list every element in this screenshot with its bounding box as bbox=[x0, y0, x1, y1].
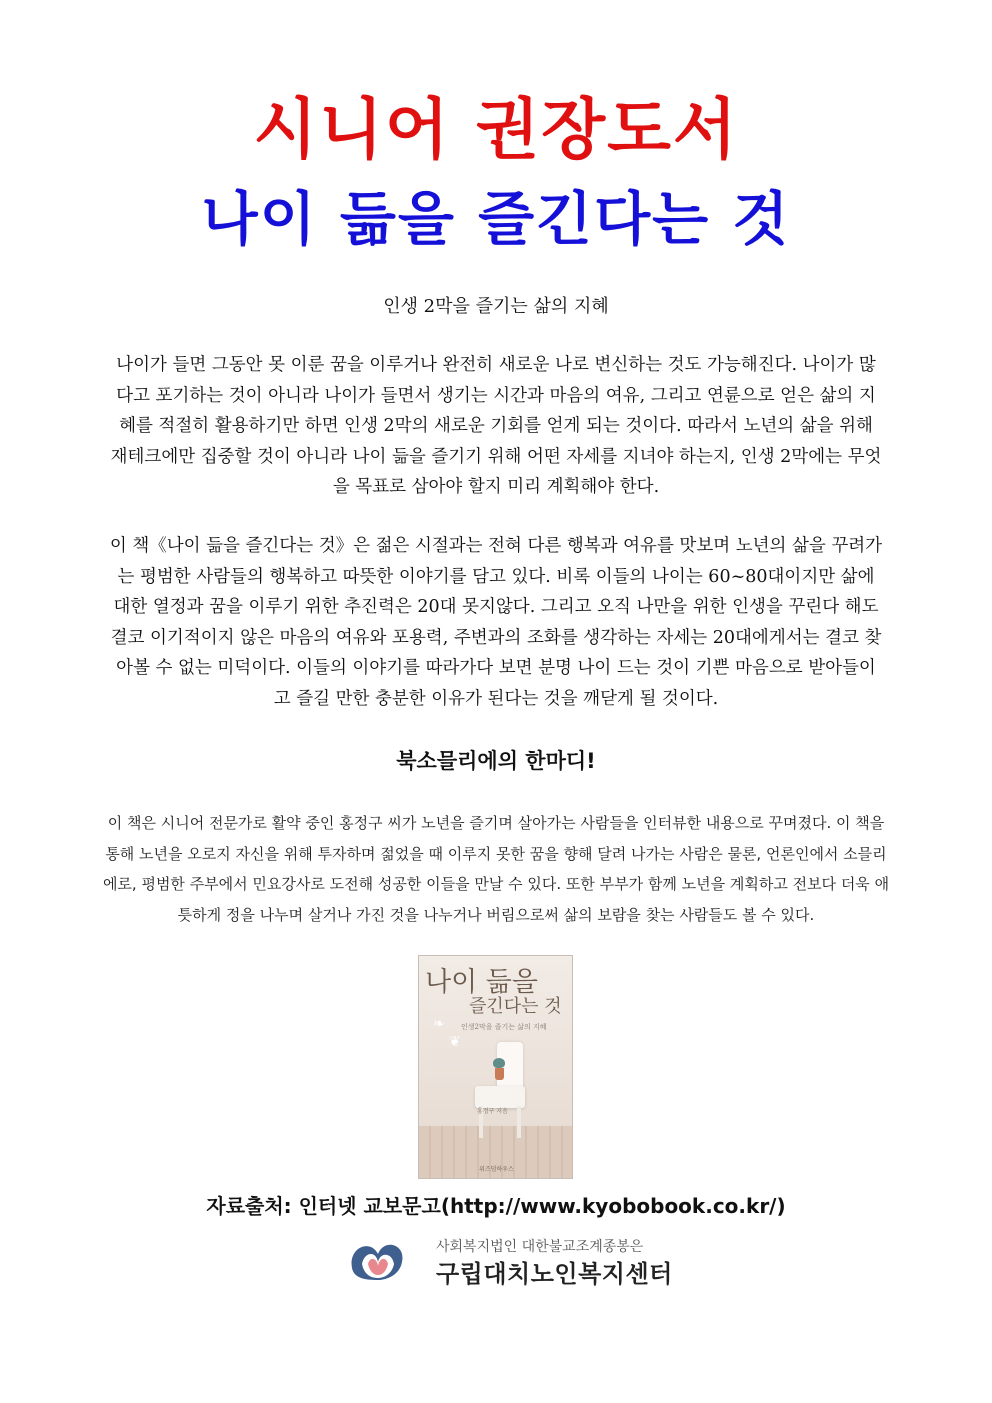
intro-paragraph-1: 나이가 들면 그동안 못 이룬 꿈을 이루거나 완전히 새로운 나로 변신하는 것도 가능해진다. 나이가 많다고 포기하는 것이 아니라 나이가 들면서 생기는 시간과 마음의 여유, 그리고 연륜으로 얻은 삶의 지혜를 적절히 활용하기만 하면 인생 2막의 새로운 기회를 얻게 되는 것이다. 따라서 노년의 삶을 위해 재테크에만 집중할 것이 아니라 나이 듦을 즐기기 위해 어떤 자세를 지녀야 하는지, 인생 2막에는 무엇을 목표로 삼아야 할지 미리 계획해야 한다. bbox=[110, 355, 882, 497]
source-citation: 자료출처: 인터넷 교보문고(http://www.kyobobook.co.kr/) bbox=[206, 1194, 786, 1218]
leaf-decoration-icon: ❧ bbox=[433, 1017, 445, 1032]
cover-author: 홍정구 지음 bbox=[477, 1108, 508, 1115]
plant-pot bbox=[495, 1068, 504, 1080]
chair-seat bbox=[475, 1086, 525, 1108]
organization-logo bbox=[340, 1224, 673, 1294]
leaf-decoration-icon: ❦ bbox=[449, 1035, 461, 1050]
cover-title-line2: 즐긴다는 것 bbox=[469, 996, 562, 1017]
page-title: 시니어 권장도서 bbox=[253, 91, 739, 168]
chair-leg bbox=[517, 1106, 521, 1138]
cover-publisher: 위즈덤하우스 bbox=[479, 1166, 514, 1173]
organization-name: 구립대치노인복지센터 bbox=[436, 1260, 673, 1288]
sommelier-paragraph: 이 책은 시니어 전문가로 활약 중인 홍정구 씨가 노년을 즐기며 살아가는 사람들을 인터뷰한 내용으로 꾸며졌다. 이 책을 통해 노년을 오로지 자신을 위해 투자하며 젊었을 때 이루지 못한 꿈을 향해 달려 나가는 사람은 물론, 언론인에서 소믈리에로, 평범한 주부에서 민요강사로 도전해 성공한 이들을 만날 수 있다. 또한 부부가 함께 노년을 계획하고 전보다 더욱 애틋하게 정을 나누며 살거나 가진 것을 나누거나 버림으로써 삶의 보람을 찾는 사람들도 볼 수 있다. bbox=[102, 814, 890, 924]
sommelier-heading: 북소믈리에의 한마디! bbox=[396, 749, 596, 773]
lotus-logo-icon bbox=[344, 1228, 408, 1288]
book-title: 나이 듦을 즐긴다는 것 bbox=[201, 185, 791, 253]
book-subtitle: 인생 2막을 즐기는 삶의 지혜 bbox=[383, 296, 609, 317]
organization-sub-name: 사회복지법인 대한불교조계종봉은 bbox=[436, 1239, 644, 1255]
intro-paragraph-2: 이 책《나이 듦을 즐긴다는 것》은 젊은 시절과는 전혀 다른 행복과 여유를 맛보며 노년의 삶을 꾸려가는 평범한 사람들의 행복하고 따뜻한 이야기를 담고 있다. 비록 이들의 나이는 60~80대이지만 삶에 대한 열정과 꿈을 이루기 위한 추진력은 20대 못지않다. 그리고 오직 나만을 위한 인생을 꾸린다 해도 결코 이기적이지 않은 마음의 여유와 포용력, 주변과의 조화를 생각하는 자세는 20대에게서는 결코 찾아볼 수 없는 미덕이다. 이들의 이야기를 따라가다 보면 분명 나이 드는 것이 기쁜 마음으로 받아들이고 즐길 만한 충분한 이유가 된다는 것을 깨닫게 될 것이다. bbox=[109, 536, 883, 709]
cover-title-line1: 나이 듦을 bbox=[425, 967, 538, 998]
cover-tagline: 인생2막을 즐기는 삶의 지혜 bbox=[461, 1023, 547, 1031]
plant-leaf bbox=[493, 1058, 505, 1068]
book-cover-image bbox=[418, 955, 573, 1179]
